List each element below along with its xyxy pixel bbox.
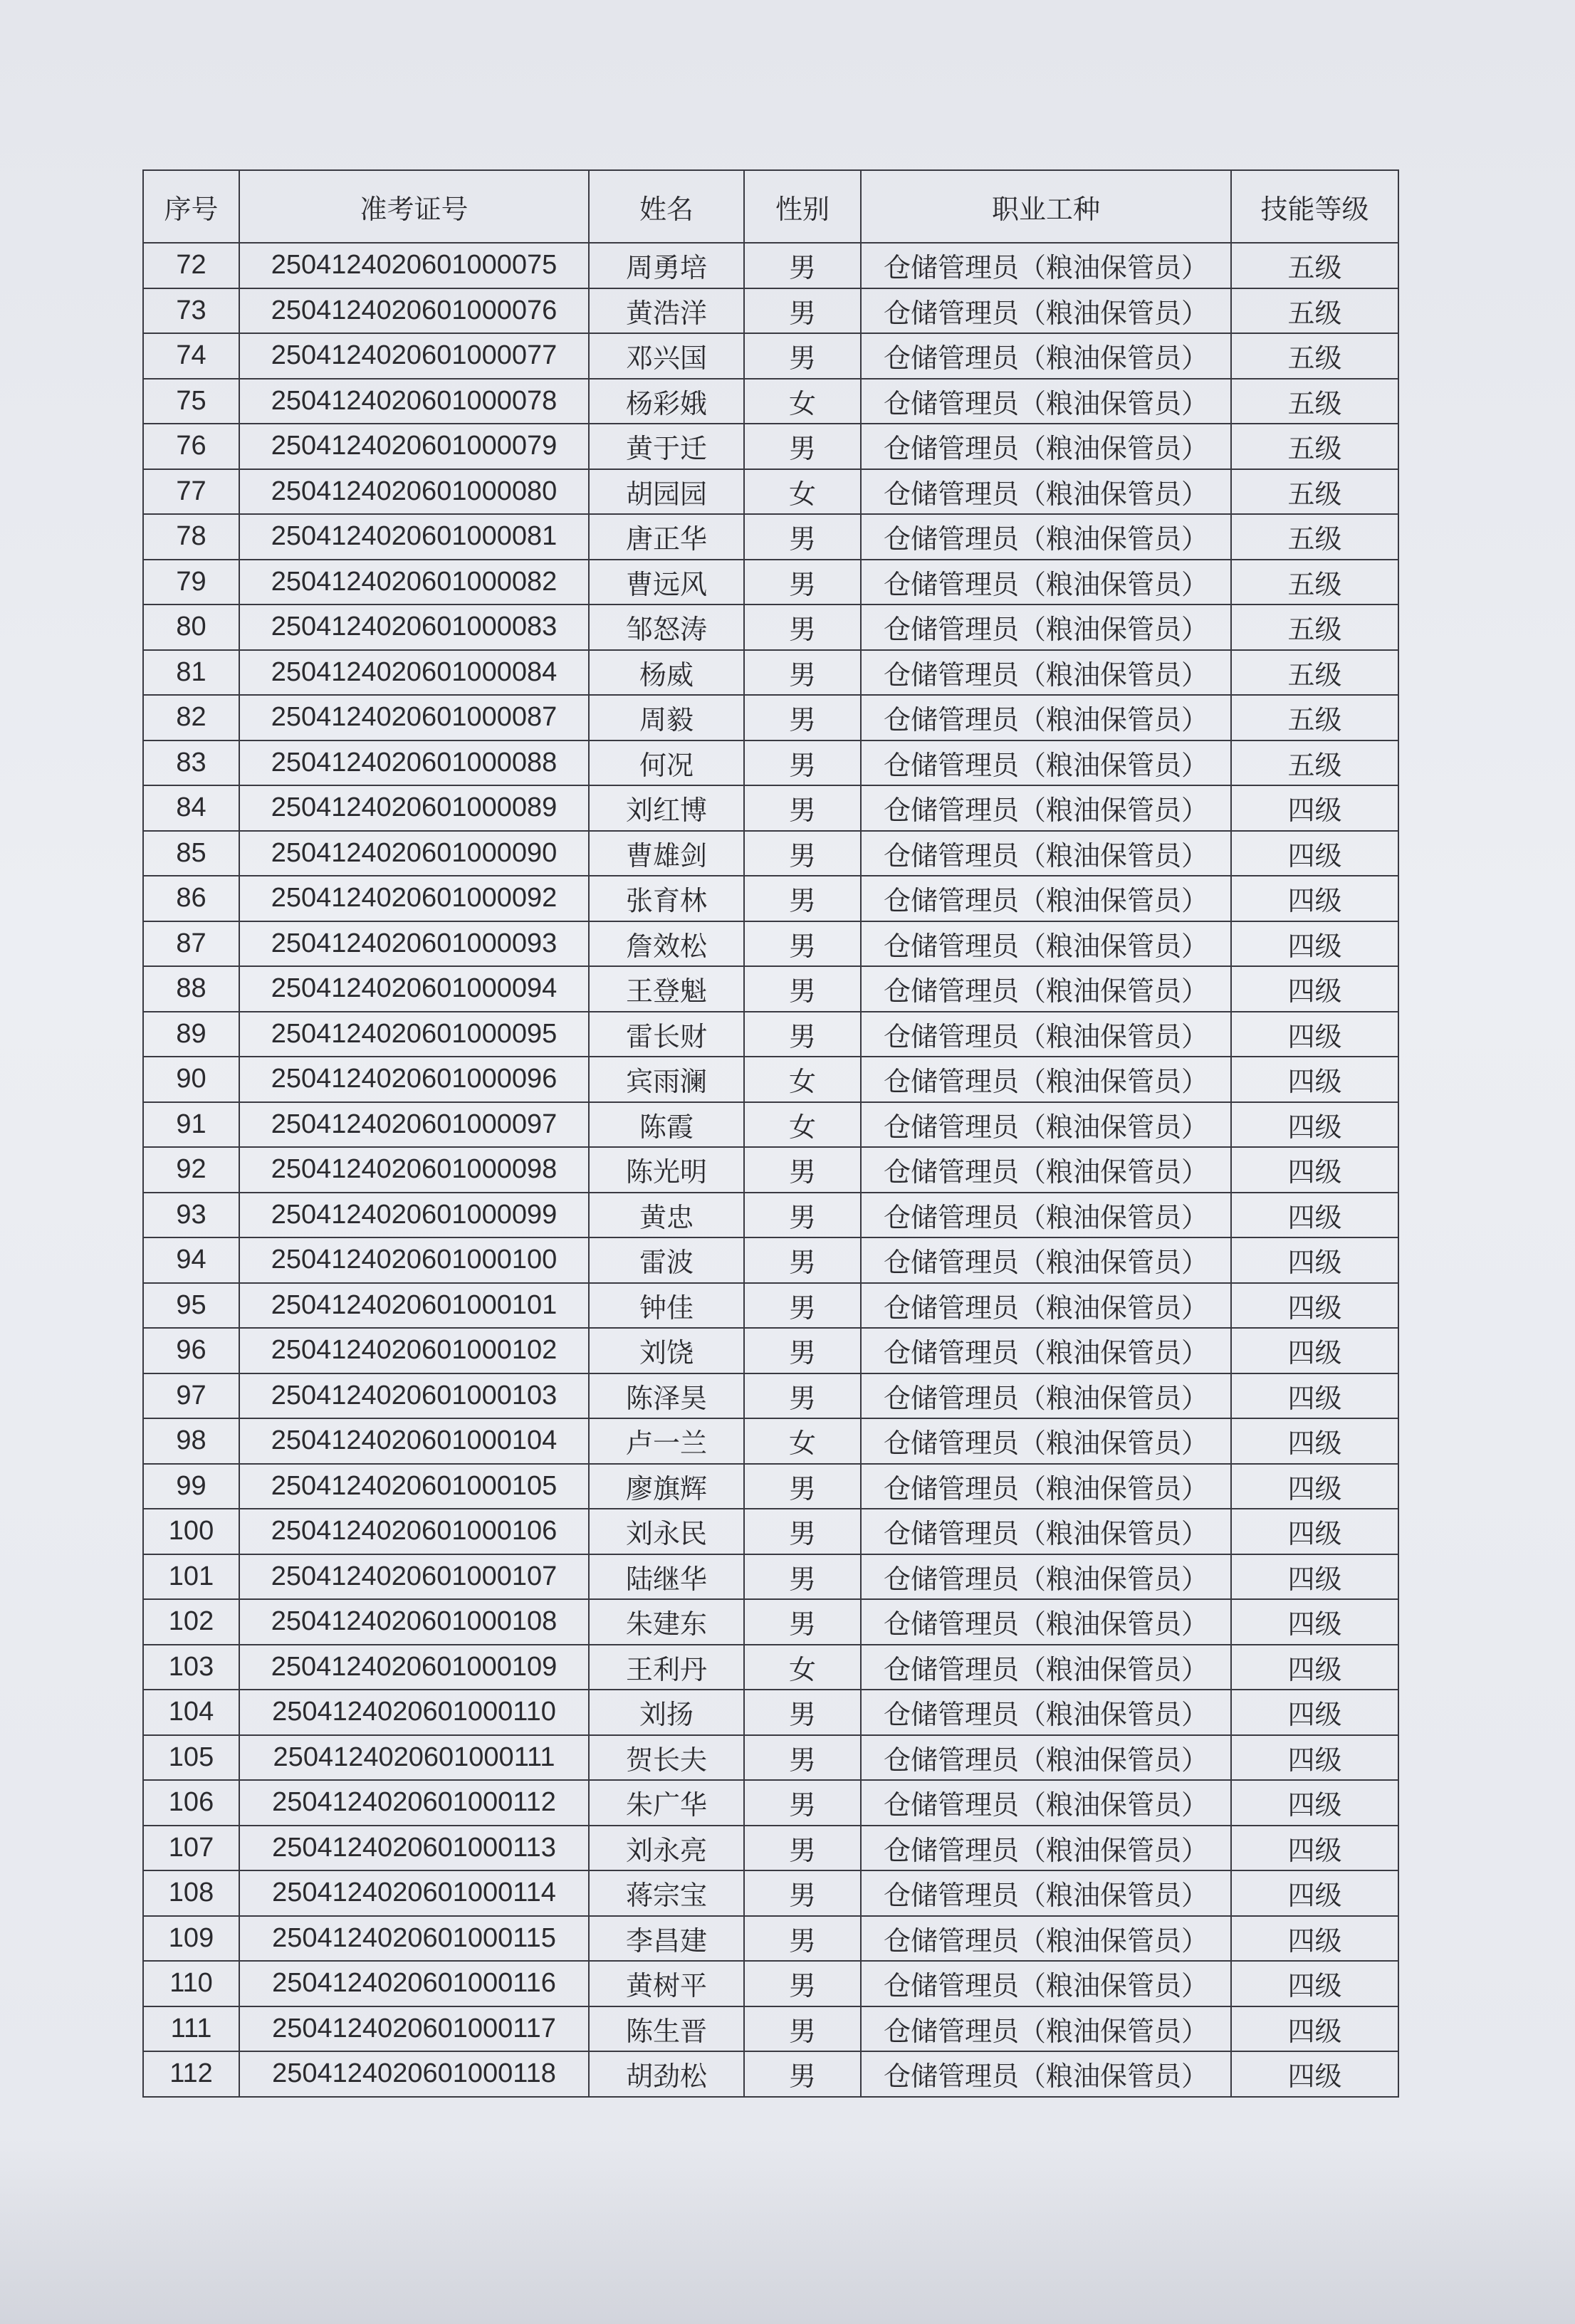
name-cell: 黄树平 xyxy=(589,1961,744,2006)
admission-ticket-cell: 2504124020601000097 xyxy=(239,1102,589,1148)
occupation-cell: 仓储管理员（粮油保管员） xyxy=(861,604,1231,650)
serial-number-cell: 80 xyxy=(143,604,239,650)
admission-ticket-cell: 2504124020601000094 xyxy=(239,966,589,1012)
name-cell: 黄忠 xyxy=(589,1193,744,1238)
admission-ticket-cell: 2504124020601000089 xyxy=(239,785,589,831)
occupation-cell: 仓储管理员（粮油保管员） xyxy=(861,1916,1231,1962)
name-cell: 刘永民 xyxy=(589,1509,744,1554)
occupation-cell: 仓储管理员（粮油保管员） xyxy=(861,695,1231,740)
occupation-cell: 仓储管理员（粮油保管员） xyxy=(861,921,1231,967)
gender-cell: 男 xyxy=(744,695,861,740)
gender-cell: 女 xyxy=(744,469,861,515)
candidate-table-container xyxy=(142,169,1399,2098)
gender-cell: 男 xyxy=(744,1283,861,1329)
serial-number-cell: 82 xyxy=(143,695,239,740)
admission-ticket-cell: 2504124020601000114 xyxy=(239,1870,589,1916)
table-row xyxy=(143,1916,1398,1962)
occupation-cell: 仓储管理员（粮油保管员） xyxy=(861,1735,1231,1781)
serial-number-cell: 105 xyxy=(143,1735,239,1781)
occupation-cell: 仓储管理员（粮油保管员） xyxy=(861,1464,1231,1509)
gender-cell: 男 xyxy=(744,876,861,921)
occupation-cell: 仓储管理员（粮油保管员） xyxy=(861,1283,1231,1329)
serial-number-cell: 110 xyxy=(143,1961,239,2006)
serial-number-cell: 104 xyxy=(143,1690,239,1735)
header-admission-ticket-number: 准考证号 xyxy=(239,170,589,243)
skill-level-cell: 五级 xyxy=(1231,424,1398,469)
gender-cell: 男 xyxy=(744,1147,861,1193)
gender-cell: 男 xyxy=(744,424,861,469)
gender-cell: 男 xyxy=(744,2051,861,2097)
occupation-cell: 仓储管理员（粮油保管员） xyxy=(861,379,1231,424)
table-row xyxy=(143,1057,1398,1102)
admission-ticket-cell: 2504124020601000080 xyxy=(239,469,589,515)
admission-ticket-cell: 2504124020601000110 xyxy=(239,1690,589,1735)
table-row xyxy=(143,831,1398,876)
name-cell: 李昌建 xyxy=(589,1916,744,1962)
table-row xyxy=(143,1645,1398,1690)
serial-number-cell: 72 xyxy=(143,243,239,288)
admission-ticket-cell: 2504124020601000078 xyxy=(239,379,589,424)
serial-number-cell: 83 xyxy=(143,740,239,786)
skill-level-cell: 五级 xyxy=(1231,333,1398,379)
table-row xyxy=(143,966,1398,1012)
gender-cell: 男 xyxy=(744,1690,861,1735)
skill-level-cell: 五级 xyxy=(1231,243,1398,288)
gender-cell: 男 xyxy=(744,2006,861,2052)
serial-number-cell: 89 xyxy=(143,1012,239,1057)
gender-cell: 男 xyxy=(744,514,861,560)
name-cell: 张育林 xyxy=(589,876,744,921)
gender-cell: 女 xyxy=(744,1057,861,1102)
skill-level-cell: 四级 xyxy=(1231,1690,1398,1735)
skill-level-cell: 五级 xyxy=(1231,695,1398,740)
name-cell: 宾雨澜 xyxy=(589,1057,744,1102)
admission-ticket-cell: 2504124020601000107 xyxy=(239,1554,589,1600)
table-row xyxy=(143,333,1398,379)
serial-number-cell: 92 xyxy=(143,1147,239,1193)
admission-ticket-cell: 2504124020601000077 xyxy=(239,333,589,379)
admission-ticket-cell: 2504124020601000099 xyxy=(239,1193,589,1238)
occupation-cell: 仓储管理员（粮油保管员） xyxy=(861,740,1231,786)
table-row xyxy=(143,1147,1398,1193)
serial-number-cell: 106 xyxy=(143,1780,239,1826)
occupation-cell: 仓储管理员（粮油保管员） xyxy=(861,2051,1231,2097)
occupation-cell: 仓储管理员（粮油保管员） xyxy=(861,966,1231,1012)
serial-number-cell: 91 xyxy=(143,1102,239,1148)
name-cell: 陈光明 xyxy=(589,1147,744,1193)
name-cell: 朱建东 xyxy=(589,1599,744,1645)
gender-cell: 男 xyxy=(744,921,861,967)
gender-cell: 男 xyxy=(744,1193,861,1238)
serial-number-cell: 100 xyxy=(143,1509,239,1554)
header-occupation: 职业工种 xyxy=(861,170,1231,243)
serial-number-cell: 93 xyxy=(143,1193,239,1238)
skill-level-cell: 五级 xyxy=(1231,288,1398,334)
name-cell: 朱广华 xyxy=(589,1780,744,1826)
occupation-cell: 仓储管理员（粮油保管员） xyxy=(861,1373,1231,1419)
gender-cell: 男 xyxy=(744,1328,861,1373)
table-row xyxy=(143,1012,1398,1057)
name-cell: 曹远风 xyxy=(589,560,744,605)
table-row xyxy=(143,288,1398,334)
table-row xyxy=(143,243,1398,288)
occupation-cell: 仓储管理员（粮油保管员） xyxy=(861,424,1231,469)
table-header-row xyxy=(143,170,1398,243)
occupation-cell: 仓储管理员（粮油保管员） xyxy=(861,1147,1231,1193)
name-cell: 周毅 xyxy=(589,695,744,740)
name-cell: 蒋宗宝 xyxy=(589,1870,744,1916)
admission-ticket-cell: 2504124020601000079 xyxy=(239,424,589,469)
gender-cell: 男 xyxy=(744,1509,861,1554)
table-row xyxy=(143,650,1398,696)
gender-cell: 男 xyxy=(744,1373,861,1419)
admission-ticket-cell: 2504124020601000102 xyxy=(239,1328,589,1373)
name-cell: 王登魁 xyxy=(589,966,744,1012)
occupation-cell: 仓储管理员（粮油保管员） xyxy=(861,2006,1231,2052)
skill-level-cell: 四级 xyxy=(1231,1464,1398,1509)
gender-cell: 男 xyxy=(744,243,861,288)
name-cell: 邓兴国 xyxy=(589,333,744,379)
skill-level-cell: 五级 xyxy=(1231,469,1398,515)
serial-number-cell: 78 xyxy=(143,514,239,560)
gender-cell: 男 xyxy=(744,785,861,831)
occupation-cell: 仓储管理员（粮油保管员） xyxy=(861,514,1231,560)
serial-number-cell: 99 xyxy=(143,1464,239,1509)
occupation-cell: 仓储管理员（粮油保管员） xyxy=(861,333,1231,379)
table-row xyxy=(143,1193,1398,1238)
name-cell: 陆继华 xyxy=(589,1554,744,1600)
header-gender: 性别 xyxy=(744,170,861,243)
skill-level-cell: 五级 xyxy=(1231,379,1398,424)
serial-number-cell: 98 xyxy=(143,1418,239,1464)
skill-level-cell: 四级 xyxy=(1231,831,1398,876)
serial-number-cell: 86 xyxy=(143,876,239,921)
skill-level-cell: 五级 xyxy=(1231,740,1398,786)
admission-ticket-cell: 2504124020601000109 xyxy=(239,1645,589,1690)
occupation-cell: 仓储管理员（粮油保管员） xyxy=(861,785,1231,831)
occupation-cell: 仓储管理员（粮油保管员） xyxy=(861,1780,1231,1826)
serial-number-cell: 76 xyxy=(143,424,239,469)
skill-level-cell: 四级 xyxy=(1231,1961,1398,2006)
table-row xyxy=(143,1509,1398,1554)
table-row xyxy=(143,1328,1398,1373)
table-row xyxy=(143,1283,1398,1329)
occupation-cell: 仓储管理员（粮油保管员） xyxy=(861,1690,1231,1735)
skill-level-cell: 四级 xyxy=(1231,966,1398,1012)
name-cell: 钟佳 xyxy=(589,1283,744,1329)
gender-cell: 男 xyxy=(744,1780,861,1826)
gender-cell: 男 xyxy=(744,560,861,605)
skill-level-cell: 四级 xyxy=(1231,1645,1398,1690)
name-cell: 陈泽昊 xyxy=(589,1373,744,1419)
serial-number-cell: 73 xyxy=(143,288,239,334)
table-row xyxy=(143,785,1398,831)
admission-ticket-cell: 2504124020601000116 xyxy=(239,1961,589,2006)
skill-level-cell: 四级 xyxy=(1231,1826,1398,1871)
candidate-table xyxy=(142,169,1399,2098)
gender-cell: 男 xyxy=(744,604,861,650)
name-cell: 刘永亮 xyxy=(589,1826,744,1871)
admission-ticket-cell: 2504124020601000090 xyxy=(239,831,589,876)
gender-cell: 男 xyxy=(744,740,861,786)
admission-ticket-cell: 2504124020601000118 xyxy=(239,2051,589,2097)
occupation-cell: 仓储管理员（粮油保管员） xyxy=(861,560,1231,605)
skill-level-cell: 四级 xyxy=(1231,785,1398,831)
serial-number-cell: 88 xyxy=(143,966,239,1012)
table-row xyxy=(143,1373,1398,1419)
admission-ticket-cell: 2504124020601000115 xyxy=(239,1916,589,1962)
occupation-cell: 仓储管理员（粮油保管员） xyxy=(861,469,1231,515)
gender-cell: 女 xyxy=(744,379,861,424)
skill-level-cell: 四级 xyxy=(1231,921,1398,967)
admission-ticket-cell: 2504124020601000075 xyxy=(239,243,589,288)
skill-level-cell: 四级 xyxy=(1231,1237,1398,1283)
name-cell: 雷长财 xyxy=(589,1012,744,1057)
serial-number-cell: 94 xyxy=(143,1237,239,1283)
serial-number-cell: 90 xyxy=(143,1057,239,1102)
skill-level-cell: 四级 xyxy=(1231,1193,1398,1238)
skill-level-cell: 四级 xyxy=(1231,1916,1398,1962)
occupation-cell: 仓储管理员（粮油保管员） xyxy=(861,876,1231,921)
table-row xyxy=(143,876,1398,921)
table-row xyxy=(143,1690,1398,1735)
admission-ticket-cell: 2504124020601000095 xyxy=(239,1012,589,1057)
gender-cell: 女 xyxy=(744,1418,861,1464)
table-row xyxy=(143,514,1398,560)
name-cell: 黄于迁 xyxy=(589,424,744,469)
gender-cell: 男 xyxy=(744,966,861,1012)
gender-cell: 男 xyxy=(744,1237,861,1283)
name-cell: 邹怒涛 xyxy=(589,604,744,650)
admission-ticket-cell: 2504124020601000098 xyxy=(239,1147,589,1193)
table-row xyxy=(143,1780,1398,1826)
serial-number-cell: 95 xyxy=(143,1283,239,1329)
occupation-cell: 仓储管理员（粮油保管员） xyxy=(861,1509,1231,1554)
gender-cell: 男 xyxy=(744,1599,861,1645)
name-cell: 廖旗辉 xyxy=(589,1464,744,1509)
serial-number-cell: 108 xyxy=(143,1870,239,1916)
table-row xyxy=(143,695,1398,740)
admission-ticket-cell: 2504124020601000096 xyxy=(239,1057,589,1102)
skill-level-cell: 四级 xyxy=(1231,1509,1398,1554)
admission-ticket-cell: 2504124020601000105 xyxy=(239,1464,589,1509)
gender-cell: 男 xyxy=(744,1826,861,1871)
gender-cell: 男 xyxy=(744,1554,861,1600)
admission-ticket-cell: 2504124020601000112 xyxy=(239,1780,589,1826)
serial-number-cell: 87 xyxy=(143,921,239,967)
gender-cell: 男 xyxy=(744,1012,861,1057)
skill-level-cell: 四级 xyxy=(1231,1147,1398,1193)
occupation-cell: 仓储管理员（粮油保管员） xyxy=(861,1961,1231,2006)
serial-number-cell: 96 xyxy=(143,1328,239,1373)
gender-cell: 男 xyxy=(744,1870,861,1916)
admission-ticket-cell: 2504124020601000100 xyxy=(239,1237,589,1283)
admission-ticket-cell: 2504124020601000104 xyxy=(239,1418,589,1464)
photo-shadow xyxy=(0,2139,1575,2324)
admission-ticket-cell: 2504124020601000108 xyxy=(239,1599,589,1645)
name-cell: 王利丹 xyxy=(589,1645,744,1690)
name-cell: 唐正华 xyxy=(589,514,744,560)
serial-number-cell: 74 xyxy=(143,333,239,379)
skill-level-cell: 四级 xyxy=(1231,876,1398,921)
serial-number-cell: 81 xyxy=(143,650,239,696)
table-row xyxy=(143,740,1398,786)
serial-number-cell: 79 xyxy=(143,560,239,605)
skill-level-cell: 四级 xyxy=(1231,1599,1398,1645)
admission-ticket-cell: 2504124020601000093 xyxy=(239,921,589,967)
admission-ticket-cell: 2504124020601000117 xyxy=(239,2006,589,2052)
gender-cell: 男 xyxy=(744,831,861,876)
admission-ticket-cell: 2504124020601000084 xyxy=(239,650,589,696)
gender-cell: 男 xyxy=(744,288,861,334)
admission-ticket-cell: 2504124020601000081 xyxy=(239,514,589,560)
admission-ticket-cell: 2504124020601000082 xyxy=(239,560,589,605)
name-cell: 卢一兰 xyxy=(589,1418,744,1464)
occupation-cell: 仓储管理员（粮油保管员） xyxy=(861,1826,1231,1871)
skill-level-cell: 四级 xyxy=(1231,1102,1398,1148)
occupation-cell: 仓储管理员（粮油保管员） xyxy=(861,1645,1231,1690)
skill-level-cell: 四级 xyxy=(1231,2006,1398,2052)
gender-cell: 男 xyxy=(744,650,861,696)
occupation-cell: 仓储管理员（粮油保管员） xyxy=(861,1418,1231,1464)
table-row xyxy=(143,469,1398,515)
table-row xyxy=(143,560,1398,605)
admission-ticket-cell: 2504124020601000101 xyxy=(239,1283,589,1329)
table-row xyxy=(143,1418,1398,1464)
skill-level-cell: 四级 xyxy=(1231,1373,1398,1419)
name-cell: 刘扬 xyxy=(589,1690,744,1735)
admission-ticket-cell: 2504124020601000092 xyxy=(239,876,589,921)
serial-number-cell: 97 xyxy=(143,1373,239,1419)
occupation-cell: 仓储管理员（粮油保管员） xyxy=(861,1102,1231,1148)
serial-number-cell: 85 xyxy=(143,831,239,876)
admission-ticket-cell: 2504124020601000087 xyxy=(239,695,589,740)
name-cell: 雷波 xyxy=(589,1237,744,1283)
name-cell: 贺长夫 xyxy=(589,1735,744,1781)
occupation-cell: 仓储管理员（粮油保管员） xyxy=(861,831,1231,876)
admission-ticket-cell: 2504124020601000111 xyxy=(239,1735,589,1781)
name-cell: 胡园园 xyxy=(589,469,744,515)
skill-level-cell: 五级 xyxy=(1231,514,1398,560)
occupation-cell: 仓储管理员（粮油保管员） xyxy=(861,1012,1231,1057)
serial-number-cell: 102 xyxy=(143,1599,239,1645)
name-cell: 陈霞 xyxy=(589,1102,744,1148)
skill-level-cell: 四级 xyxy=(1231,1057,1398,1102)
table-row xyxy=(143,424,1398,469)
name-cell: 周勇培 xyxy=(589,243,744,288)
serial-number-cell: 107 xyxy=(143,1826,239,1871)
occupation-cell: 仓储管理员（粮油保管员） xyxy=(861,1237,1231,1283)
name-cell: 陈生晋 xyxy=(589,2006,744,2052)
name-cell: 杨彩娥 xyxy=(589,379,744,424)
admission-ticket-cell: 2504124020601000088 xyxy=(239,740,589,786)
name-cell: 刘红博 xyxy=(589,785,744,831)
serial-number-cell: 111 xyxy=(143,2006,239,2052)
gender-cell: 女 xyxy=(744,1645,861,1690)
gender-cell: 女 xyxy=(744,1102,861,1148)
serial-number-cell: 101 xyxy=(143,1554,239,1600)
table-row xyxy=(143,1599,1398,1645)
header-skill-level: 技能等级 xyxy=(1231,170,1398,243)
occupation-cell: 仓储管理员（粮油保管员） xyxy=(861,1870,1231,1916)
serial-number-cell: 109 xyxy=(143,1916,239,1962)
skill-level-cell: 四级 xyxy=(1231,2051,1398,2097)
table-body xyxy=(143,243,1398,2097)
header-serial-number: 序号 xyxy=(143,170,239,243)
name-cell: 刘饶 xyxy=(589,1328,744,1373)
gender-cell: 男 xyxy=(744,1961,861,2006)
table-row xyxy=(143,2051,1398,2097)
serial-number-cell: 112 xyxy=(143,2051,239,2097)
table-row xyxy=(143,379,1398,424)
table-row xyxy=(143,1554,1398,1600)
admission-ticket-cell: 2504124020601000083 xyxy=(239,604,589,650)
header-name: 姓名 xyxy=(589,170,744,243)
table-row xyxy=(143,921,1398,967)
gender-cell: 男 xyxy=(744,1916,861,1962)
skill-level-cell: 四级 xyxy=(1231,1735,1398,1781)
admission-ticket-cell: 2504124020601000076 xyxy=(239,288,589,334)
name-cell: 詹效松 xyxy=(589,921,744,967)
table-row xyxy=(143,604,1398,650)
table-row xyxy=(143,1870,1398,1916)
skill-level-cell: 四级 xyxy=(1231,1283,1398,1329)
gender-cell: 男 xyxy=(744,333,861,379)
table-row xyxy=(143,1102,1398,1148)
name-cell: 胡劲松 xyxy=(589,2051,744,2097)
gender-cell: 男 xyxy=(744,1735,861,1781)
name-cell: 黄浩洋 xyxy=(589,288,744,334)
table-row xyxy=(143,1237,1398,1283)
serial-number-cell: 75 xyxy=(143,379,239,424)
skill-level-cell: 四级 xyxy=(1231,1554,1398,1600)
gender-cell: 男 xyxy=(744,1464,861,1509)
table-row xyxy=(143,1826,1398,1871)
skill-level-cell: 四级 xyxy=(1231,1870,1398,1916)
occupation-cell: 仓储管理员（粮油保管员） xyxy=(861,1193,1231,1238)
serial-number-cell: 77 xyxy=(143,469,239,515)
admission-ticket-cell: 2504124020601000106 xyxy=(239,1509,589,1554)
occupation-cell: 仓储管理员（粮油保管员） xyxy=(861,650,1231,696)
table-row xyxy=(143,1961,1398,2006)
occupation-cell: 仓储管理员（粮油保管员） xyxy=(861,1328,1231,1373)
skill-level-cell: 四级 xyxy=(1231,1012,1398,1057)
serial-number-cell: 84 xyxy=(143,785,239,831)
occupation-cell: 仓储管理员（粮油保管员） xyxy=(861,1057,1231,1102)
table-row xyxy=(143,2006,1398,2052)
name-cell: 杨威 xyxy=(589,650,744,696)
admission-ticket-cell: 2504124020601000113 xyxy=(239,1826,589,1871)
skill-level-cell: 五级 xyxy=(1231,650,1398,696)
admission-ticket-cell: 2504124020601000103 xyxy=(239,1373,589,1419)
name-cell: 曹雄剑 xyxy=(589,831,744,876)
table-row xyxy=(143,1735,1398,1781)
skill-level-cell: 四级 xyxy=(1231,1780,1398,1826)
skill-level-cell: 四级 xyxy=(1231,1418,1398,1464)
table-row xyxy=(143,1464,1398,1509)
serial-number-cell: 103 xyxy=(143,1645,239,1690)
name-cell: 何况 xyxy=(589,740,744,786)
skill-level-cell: 四级 xyxy=(1231,1328,1398,1373)
occupation-cell: 仓储管理员（粮油保管员） xyxy=(861,243,1231,288)
occupation-cell: 仓储管理员（粮油保管员） xyxy=(861,1554,1231,1600)
occupation-cell: 仓储管理员（粮油保管员） xyxy=(861,288,1231,334)
skill-level-cell: 五级 xyxy=(1231,604,1398,650)
occupation-cell: 仓储管理员（粮油保管员） xyxy=(861,1599,1231,1645)
skill-level-cell: 五级 xyxy=(1231,560,1398,605)
